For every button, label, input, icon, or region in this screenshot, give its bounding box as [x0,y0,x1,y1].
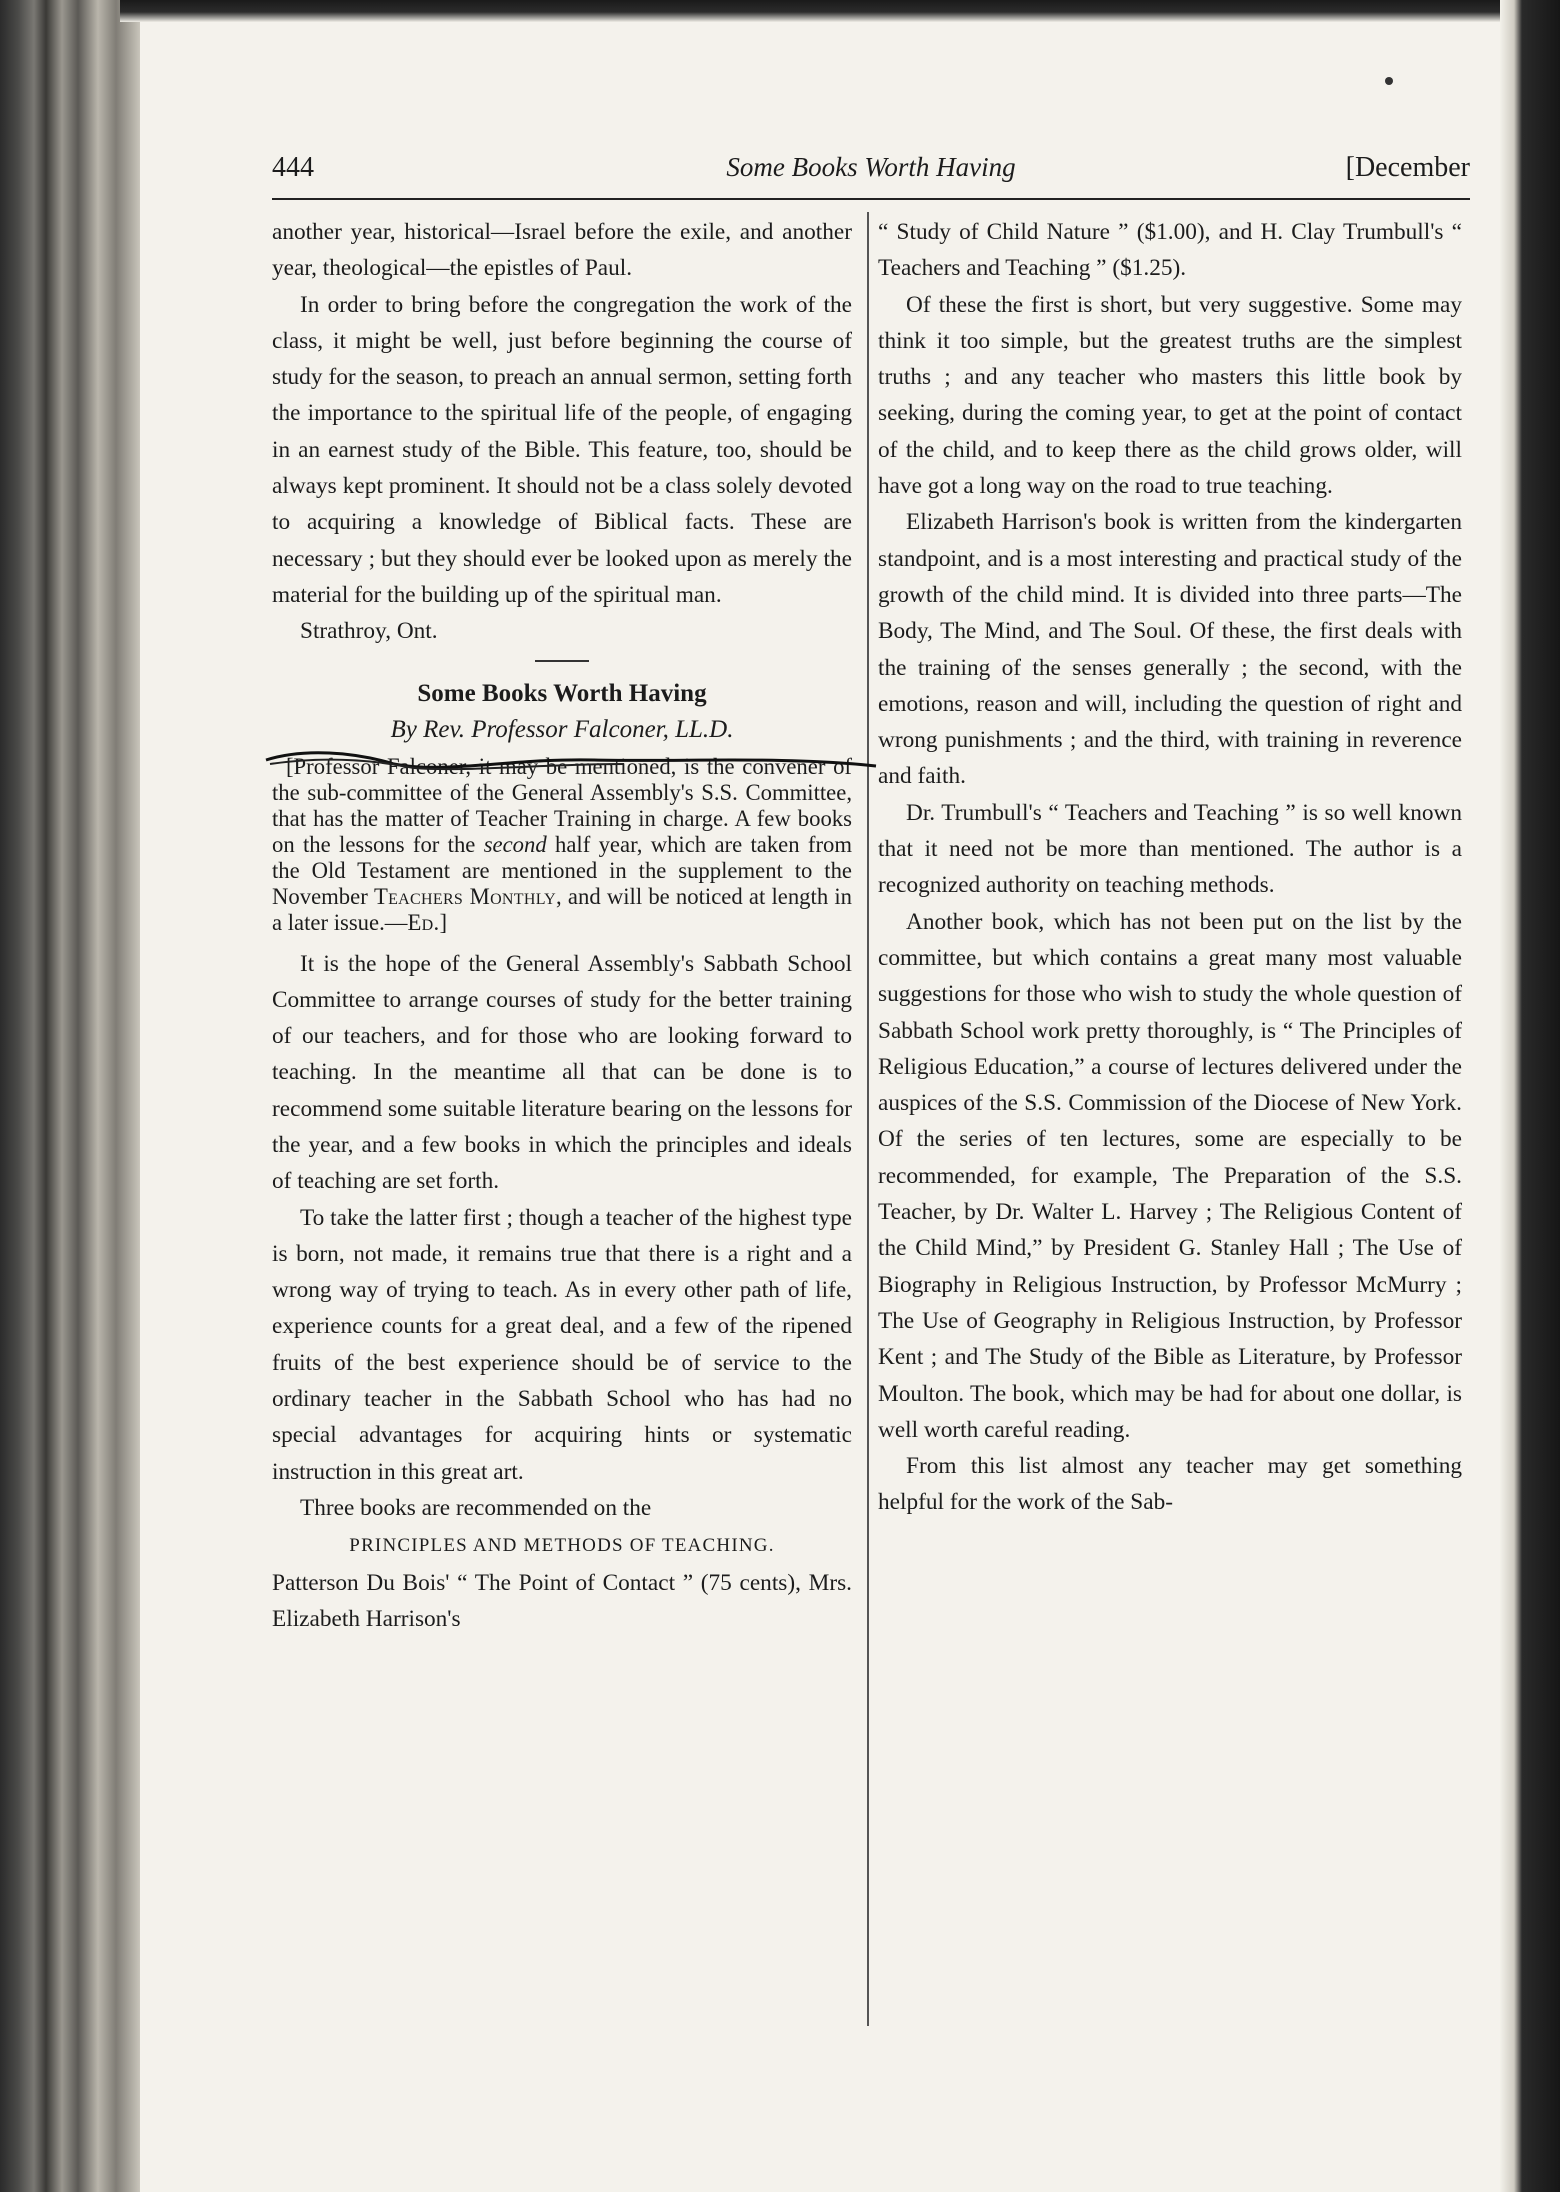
ink-speck [1385,77,1393,85]
page-header [272,152,1470,196]
paragraph: Dr. Trumbull's “ Teachers and Teaching ” is so well known that it need not be more than mentioned. The author is a recognized authority on teaching methods. [878,799,1462,899]
editor-note [272,754,852,935]
article-divider [535,660,589,662]
pen-strikethrough-mark [264,738,884,778]
paragraph: It is the hope of the General Assembly's Sabbath School Committee to arrange courses of study for the better training of our teachers, and for those who are looking forward to teaching. In the meantime all that can be done is to recommend some suitable literature bearing on the lessons for the year, and a few books in which the principles and ideals of teaching are set forth. [272,950,852,1195]
editor-signature: Ed. [407,909,440,935]
article-title: Some Books Worth Having [417,679,707,707]
column-divider [867,212,869,2026]
paragraph: “ Study of Child Nature ” ($1.00), and H. Clay Trumbull's “ Teachers and Teaching ” ($1.25). [878,219,1462,282]
signoff: Strathroy, Ont. [300,618,438,645]
editor-note-text: [Professor Falconer, it may be mentioned, is the convener of the sub-committee of the General Assembly's S.S. Committee, that has the matter of Teacher Training in charge. A few books on the lessons for the [272,754,852,857]
right-column [878,214,1462,1521]
paragraph: Patterson Du Bois' “ The Point of Contact ” (75 cents), Mrs. Elizabeth Harrison's [272,1569,852,1632]
byline: By Rev. Professor Falconer, LL.D. [390,715,734,743]
editor-note-bracket: ] [439,909,448,935]
paragraph: Three books are recommended on the [300,1494,652,1521]
editor-note-text: , and will be noticed at length in a later issue.— [272,883,852,935]
header-rule [272,198,1470,200]
paragraph: From this list almost any teacher may get something helpful for the work of the Sab- [878,1453,1462,1516]
paragraph: Elizabeth Harrison's book is written from the kindergarten standpoint, and is a most interesting and practical study of the growth of the child mind. It is divided into three parts—The Body, The Mind, and The Soul. Of these, the first deals with the training of the senses generally ; the second, with the emotions, reason and will, including the question of right and wrong punishments ; and the third, with training in reverence and faith. [878,509,1462,790]
section-subheading: PRINCIPLES AND METHODS OF TEACHING. [349,1535,775,1557]
paragraph: To take the latter first ; though a teacher of the highest type is born, not made, it remains true that there is a right and a wrong way of trying to teach. As in every other path of life, experience counts for a great deal, and a few of the ripened fruits of the best experience should be of service to the ordinary teacher in the Sabbath School who has had no special advantages for acquiring hints or systematic instruction in this great art. [272,1204,852,1485]
publication-name: Teachers Monthly [373,883,557,909]
book-binding-right [1500,0,1560,2192]
header-month: [December [1345,152,1470,183]
paragraph: another year, historical—Israel before the exile, and another year, theological—the epistles of Paul. [272,219,852,282]
paragraph: Of these the first is short, but very suggestive. Some may think it too simple, but the greatest truths are the simplest truths ; and any teacher who masters this little book by seeking, during the coming year, to get at the point of contact of the child, and to keep there as the child grows older, will have got a long way on the road to true teaching. [878,291,1462,500]
paragraph: Another book, which has not been put on the list by the committee, but which contains a great many most valuable suggestions for those who wish to study the whole question of Sabbath School work pretty thoroughly, is “ The Principles of Religious Education,” a course of lectures delivered under the auspices of the S.S. Commission of the Diocese of New York. Of the series of ten lectures, some are especially to be recommended, for example, The Preparation of the S.S. Teacher, by Dr. Walter L. Harvey ; The Religious Content of the Child Mind,” by President G. Stanley Hall ; The Use of Biography in Religious Instruction, by Professor McMurry ; The Use of Geography in Religious Instruction, by Professor Kent ; and The Study of the Bible as Literature, by Professor Moulton. The book, which may be had for about one dollar, is well worth careful reading. [878,908,1462,1443]
scan-top-edge [120,0,1520,22]
editor-note-emphasis: second [483,831,547,857]
left-column [272,214,852,1637]
running-title: Some Books Worth Having [726,152,1016,182]
paragraph: In order to bring before the congregation the work of the class, it might be well, just before beginning the course of study for the season, to preach an annual sermon, setting forth the importance to the spiritual life of the people, of engaging in an earnest study of the Bible. This feature, too, should be always kept prominent. It should not be a class solely devoted to acquiring a knowledge of Biblical facts. These are necessary ; but they should ever be looked upon as merely the material for the building up of the spiritual man. [272,291,852,608]
page-number: 444 [272,152,314,183]
editor-note-text: half year, which are taken from the Old Testament are mentioned in the supplement to the November [272,831,852,909]
book-binding-left [0,0,140,2192]
